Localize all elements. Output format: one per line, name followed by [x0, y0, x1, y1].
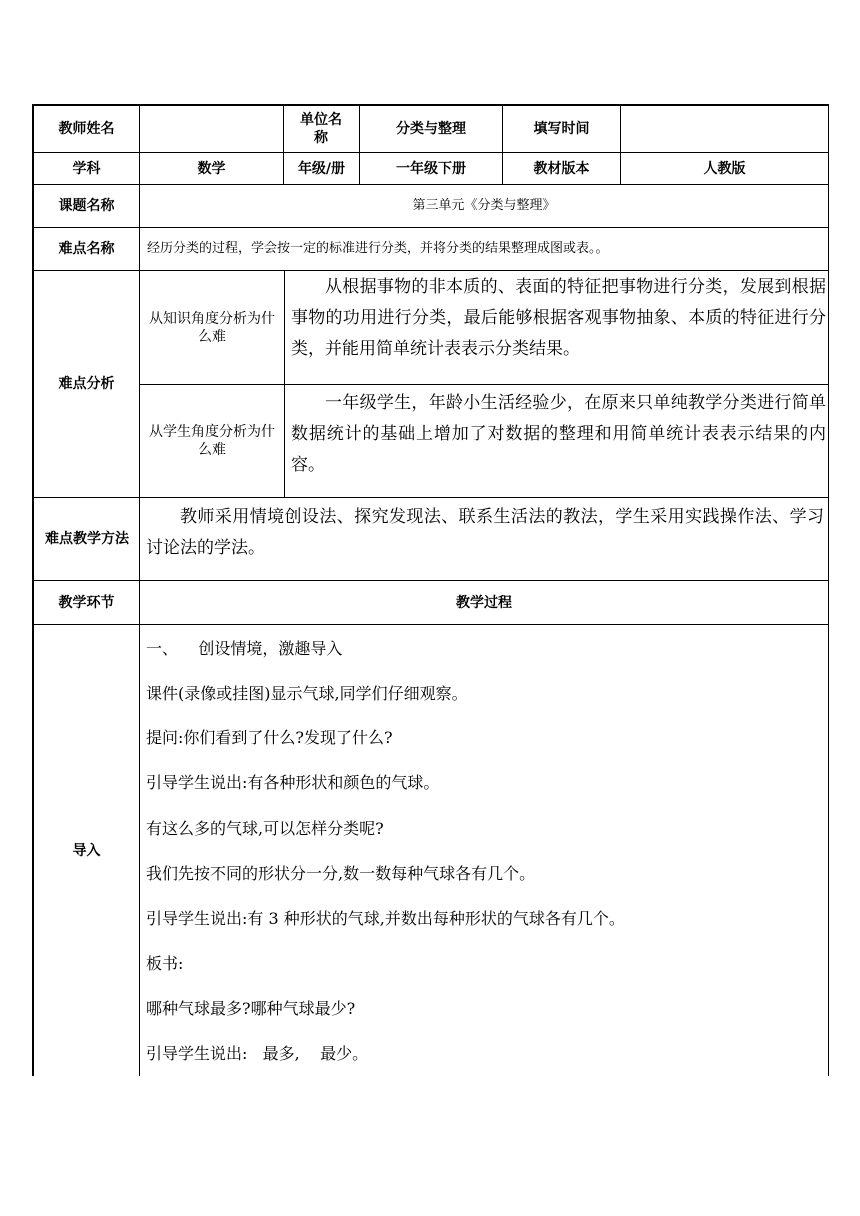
topic-value: 第三单元《分类与整理》: [412, 198, 556, 213]
knowledge-angle-label: 从知识角度分析为什么难: [149, 310, 275, 345]
teacher-name-label: 教师姓名: [58, 121, 115, 137]
intro-line: 我们先按不同的形状分一分,数一数每种气球各有几个。: [146, 864, 536, 883]
teaching-method-text: 教师采用情境创设法、探究发现法、联系生活法的教法，学生采用实践操作法、学习讨论法的学法。: [146, 507, 824, 558]
row-divider: [32, 497, 829, 498]
student-angle-label: 从学生角度分析为什么难: [149, 424, 275, 458]
knowledge-angle-text: 从根据事物的非本质的、表面的特征把事物进行分类，发展到根据事物的功用进行分类，最后能够根据客观事物抽象、本质的特征进行分类，并能用简单统计表表示分类结果。: [291, 277, 826, 359]
intro-line: 一、 创设情境，激趣导入: [146, 639, 343, 658]
unit-name-label: 单位名称: [300, 112, 342, 146]
intro-line: 引导学生说出:有 3 种形状的气球,并数出每种形状的气球各有几个。: [146, 909, 625, 928]
lesson-plan-table: [32, 104, 829, 1076]
difficulty-name-label: 难点名称: [58, 241, 115, 257]
row-divider: [32, 624, 829, 625]
difficulty-name-value: 经历分类的过程，学会按一定的标准进行分类，并将分类的结果整理成图或表。。: [147, 241, 609, 256]
grade-value: 一年级下册: [396, 160, 466, 177]
topic-label: 课题名称: [58, 198, 115, 214]
difficulty-analysis-label: 难点分析: [58, 376, 115, 392]
table-border-right: [828, 104, 829, 1076]
edition-value: 人教版: [703, 160, 746, 177]
teaching-method-label: 难点教学方法: [45, 531, 129, 547]
grade-label: 年级/册: [297, 160, 346, 177]
intro-line: 课件(录像或挂图)显示气球,同学们仔细观察。: [146, 684, 468, 703]
fill-time-value[interactable]: [621, 106, 828, 152]
intro-line: 提问:你们看到了什么?发现了什么?: [146, 728, 393, 747]
intro-line: 有这么多的气球,可以怎样分类呢?: [146, 819, 384, 838]
fill-time-label: 填写时间: [533, 121, 590, 137]
intro-line: 哪种气球最多?哪种气球最少?: [146, 999, 356, 1018]
teacher-name-value[interactable]: [140, 106, 283, 152]
teaching-stage-label: 教学环节: [58, 594, 115, 611]
intro-line: 板书:: [146, 954, 184, 973]
subject-label: 学科: [72, 160, 101, 177]
intro-line: 引导学生说出: 最多, 最少。: [146, 1044, 369, 1063]
student-angle-text: 一年级学生，年龄小生活经验少，在原来只单纯教学分类进行简单数据统计的基础上增加了对数据的整理和用简单统计表表示结果的内容。: [291, 393, 826, 475]
subject-value: 数学: [197, 160, 226, 177]
unit-name-value: 分类与整理: [396, 121, 466, 137]
intro-line: 引导学生说出:有各种形状和颜色的气球。: [146, 773, 440, 792]
edition-label: 教材版本: [533, 160, 590, 177]
col-divider: [284, 270, 285, 498]
teaching-process-label: 教学过程: [456, 594, 512, 611]
intro-label: 导入: [72, 842, 101, 859]
